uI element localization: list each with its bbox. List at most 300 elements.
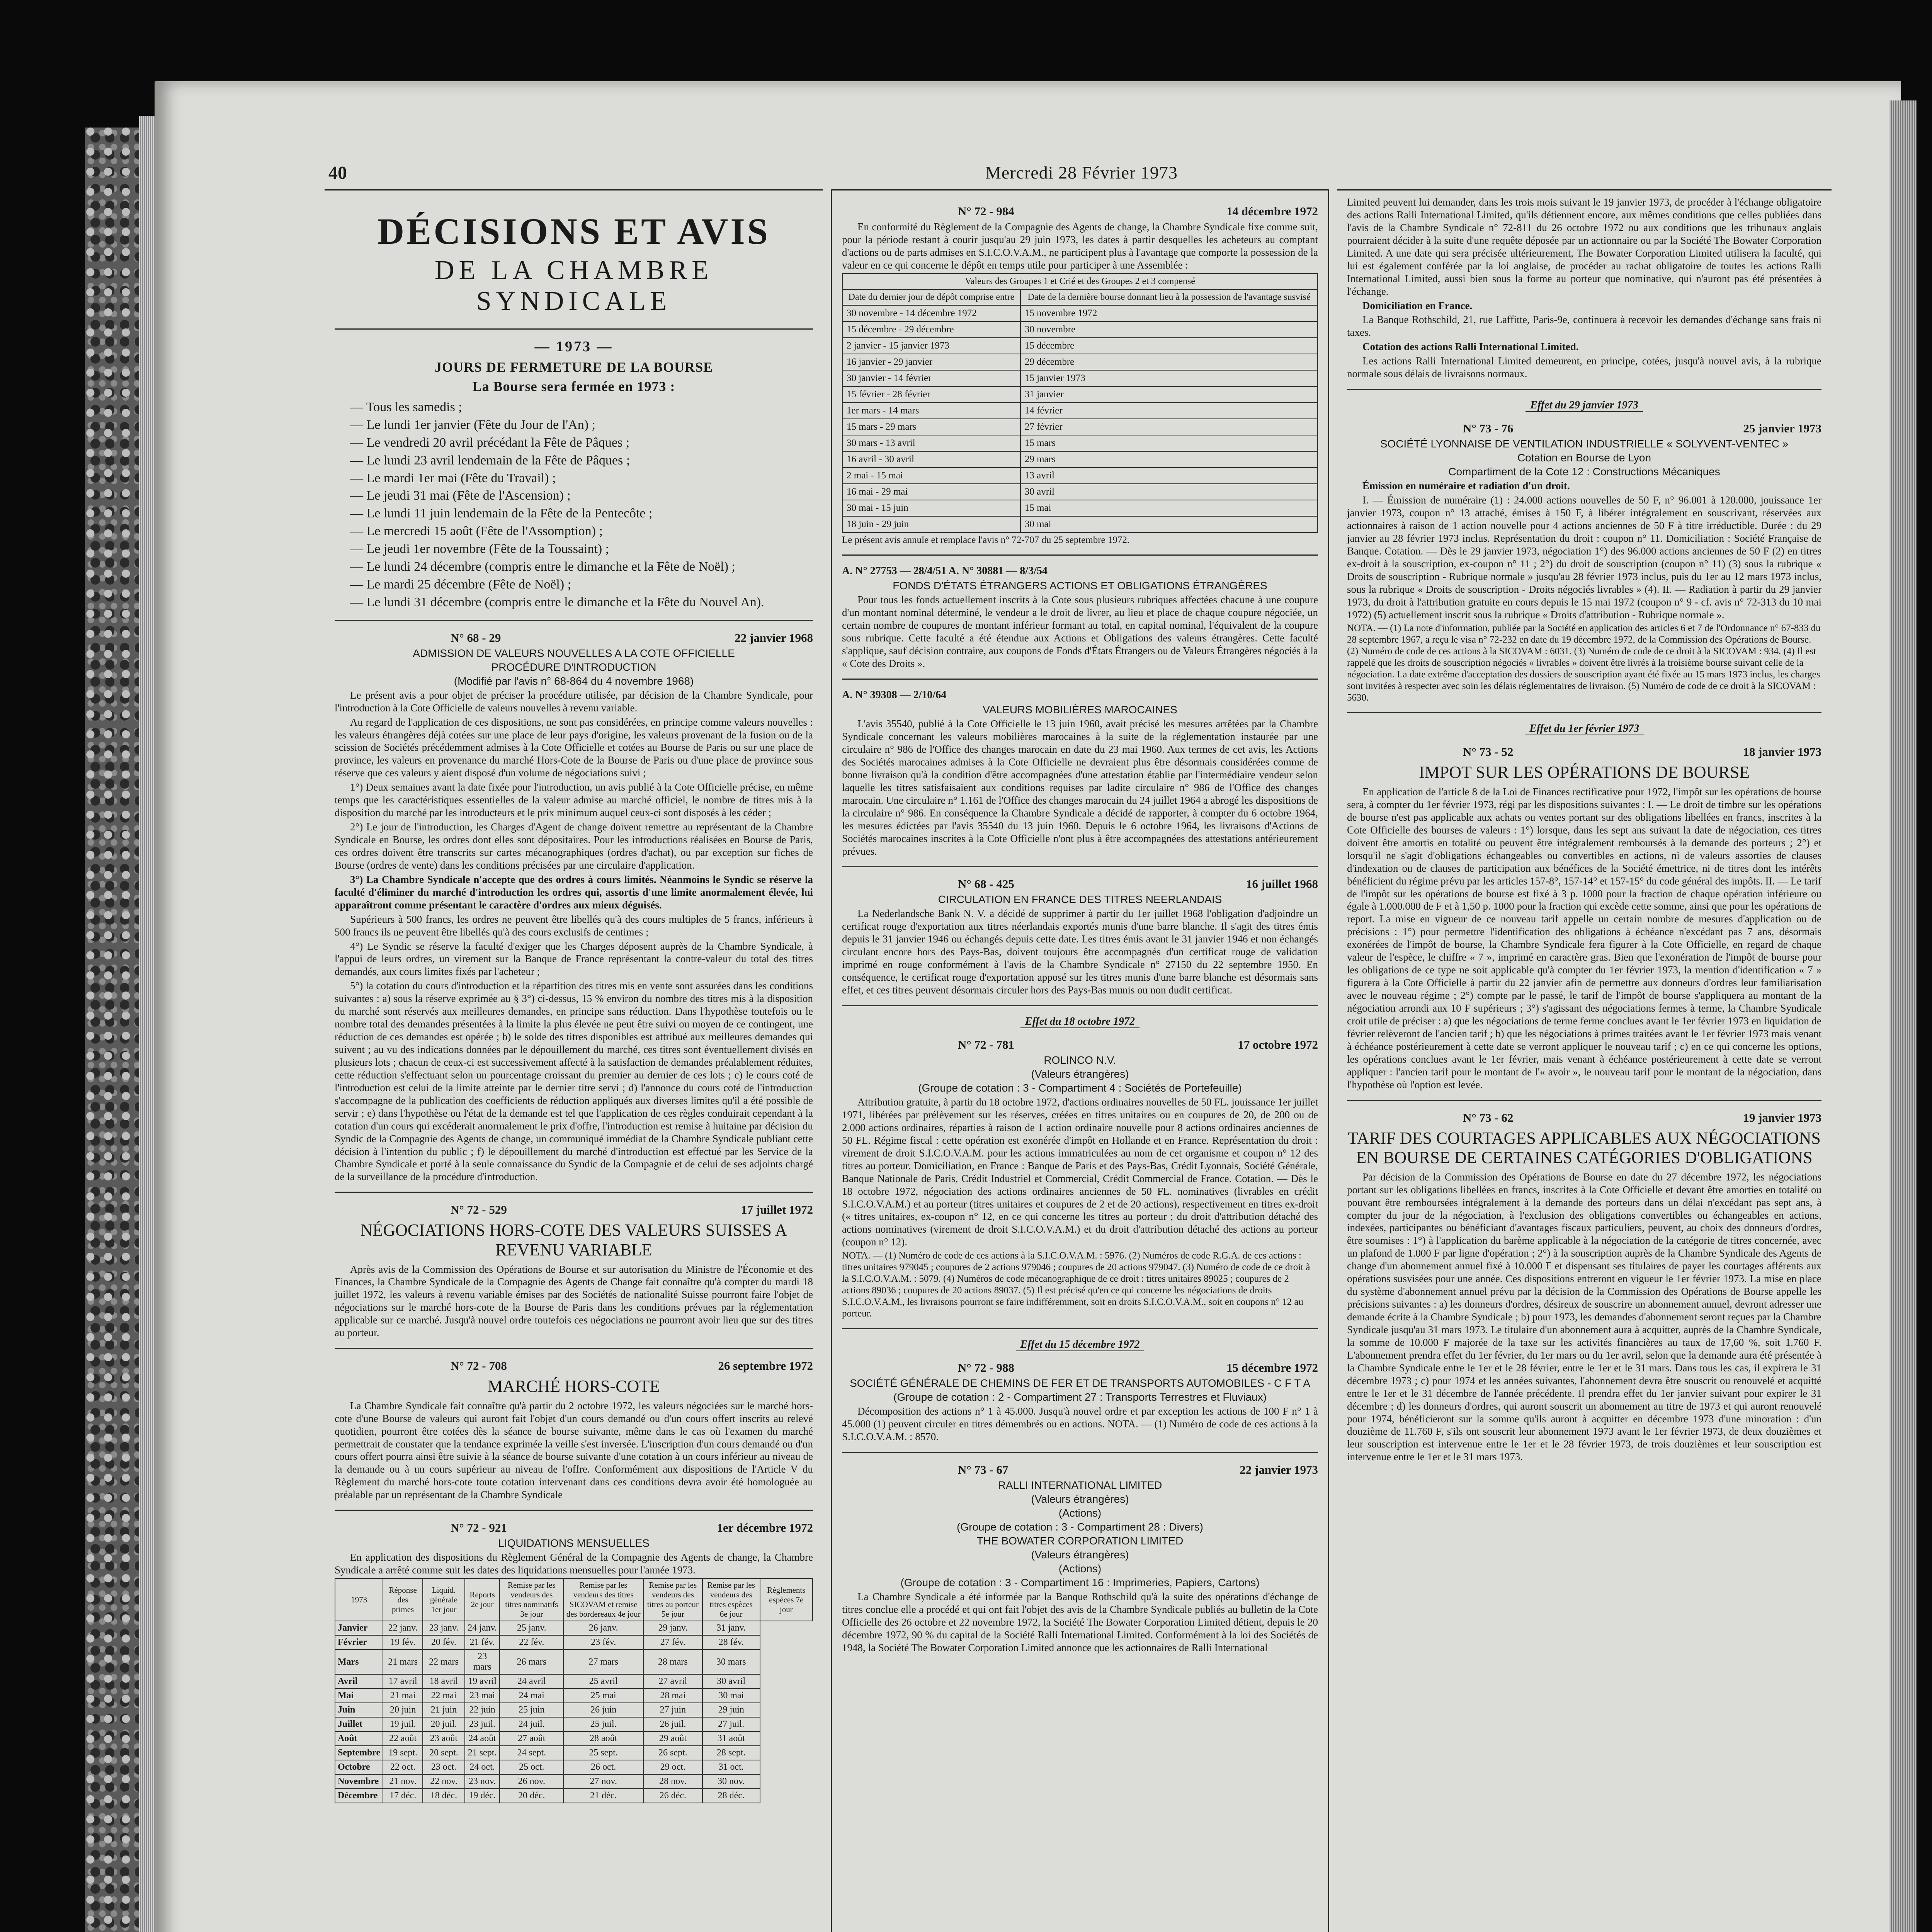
effective-date-text: Effet du 29 janvier 1973 [1526, 399, 1643, 412]
notice-header [842, 1038, 1318, 1052]
notice-number: N° 73 - 76 [1463, 422, 1514, 435]
table-row [335, 1760, 813, 1774]
notice-heading: IMPOT SUR LES OPÉRATIONS DE BOURSE [1418, 763, 1750, 782]
table-cell: 20 juil. [423, 1717, 465, 1731]
table-cell: 16 janvier - 29 janvier [842, 354, 1020, 370]
table-cell: 24 janv. [465, 1621, 500, 1635]
list-item: — Le lundi 24 décembre (compris entre le dimanche et la Fête de Noël) ; [350, 558, 813, 576]
subheading: Cotation des actions Ralli International Limited. [1362, 341, 1579, 353]
paragraph: 1°) Deux semaines avant la date fixée pour l'introduction, un avis publié à la Cote Officielle précise, en même temps que les caractéristiques essentielles de la valeur admise au marché officiel, le nombre de titres mis à la disposition du marché par les introducteurs et le prix minimum auquel ceux-ci sont disposés à les céder ; [335, 781, 813, 819]
liquidation-table [335, 1578, 813, 1803]
divider [842, 679, 1318, 680]
table-cell: 21 sept. [465, 1746, 500, 1760]
table-header: Date de la dernière bourse donnant lieu à la possession de l'avantage susvisé [1020, 289, 1318, 305]
table-header: Remise par les vendeurs des titres espèces 6e jour [702, 1578, 760, 1621]
table-cell: 31 janv. [702, 1621, 760, 1635]
table-cell: 24 oct. [465, 1760, 500, 1774]
table-cell: 15 mars [1020, 435, 1318, 451]
table-cell: 25 juin [500, 1703, 563, 1717]
table-row [842, 468, 1318, 484]
closure-intro: La Bourse sera fermée en 1973 : [472, 379, 675, 394]
paragraph: Après avis de la Commission des Opérations de Bourse et sur autorisation du Ministre de l'Économie et des Finances, la Chambre Syndicale de la Compagnie des Agents de Change fait connaître qu'à compter du mardi 18 juillet 1972, les valeurs à revenu variable émises par des Sociétés de nationalité Suisse pourront faire l'objet de négociations sur le marché hors-cote de la Bourse de Paris dans les conditions prévues par la réglementation applicable sur ce marché. Jusqu'à nouvel ordre toutefois ces négociations ne pourront avoir lieu que sur des titres au porteur. [335, 1263, 813, 1339]
table-cell: 22 fév. [500, 1635, 563, 1650]
column-3 [1337, 189, 1832, 1932]
notice-date: 1er décembre 1972 [717, 1521, 813, 1535]
table-row [842, 500, 1318, 516]
table-header: Réponse des primes [383, 1578, 423, 1621]
table-cell: Juin [335, 1703, 383, 1717]
table-header: Remise par les vendeurs des titres nominatifs 3e jour [500, 1578, 563, 1621]
security-type: (Valeurs étrangères) [1031, 1549, 1129, 1561]
table-cell: 23 août [423, 1731, 465, 1746]
table-header-row [842, 274, 1318, 289]
notice-number: N° 72 - 529 [451, 1203, 507, 1217]
notice-number: N° 72 - 781 [958, 1038, 1014, 1052]
table-cell: Juillet [335, 1717, 383, 1731]
table-cell: 15 mars - 29 mars [842, 419, 1020, 435]
notice-header [335, 1521, 813, 1535]
table-row [335, 1703, 813, 1717]
paragraph: 2°) Le jour de l'introduction, les Charges d'Agent de change doivent remettre au représentant de la Chambre Syndicale en Bourse, les ordres dont elles sont dépositaires. Pour les introductions réalisées en Bourse de Paris, ces ordres doivent être transcrits sur cartes mécanographiques (ordres d'achat), ou par exception sur fiches de Bourse (ordres de vente) dans les conditions précisées par une circulaire d'application. [335, 821, 813, 871]
table-cell: 27 fév. [643, 1635, 702, 1650]
table-header: Reports 2e jour [465, 1578, 500, 1621]
notice-number: N° 72 - 708 [451, 1359, 507, 1373]
list-item: — Le mardi 25 décembre (Fête de Noël) ; [350, 576, 813, 594]
paragraph: La Banque Rothschild, 21, rue Laffitte, Paris-9e, continuera à recevoir les demandes d'échange sans frais ni taxes. [1347, 314, 1821, 338]
notice-references: A. N° 27753 — 28/4/51 A. N° 30881 — 8/3/54 [842, 565, 1048, 577]
table-cell: 23 nov. [465, 1774, 500, 1789]
security-kind: (Actions) [1058, 1563, 1102, 1575]
table-cell: 31 août [702, 1731, 760, 1746]
table-row [842, 338, 1318, 354]
effective-date-label [1347, 399, 1821, 412]
table-header: 1973 [335, 1578, 383, 1621]
quotation-compartment: Compartiment de la Cote 12 : Constructions Mécaniques [1448, 466, 1720, 478]
table-cell: 26 déc. [643, 1789, 702, 1803]
list-item: — Le lundi 23 avril lendemain de la Fête de Pâques ; [350, 452, 813, 469]
table-cell: 25 mai [563, 1689, 643, 1703]
table-cell: 29 juin [702, 1703, 760, 1717]
table-cell: 21 déc. [563, 1789, 643, 1803]
divider [335, 1348, 813, 1349]
table-row [335, 1731, 813, 1746]
table-cell: 30 novembre [1020, 321, 1318, 338]
table-cell: 28 fév. [702, 1635, 760, 1650]
table-cell: 31 oct. [702, 1760, 760, 1774]
notice-date: 17 octobre 1972 [1238, 1038, 1318, 1052]
notice-number: N° 72 - 984 [958, 204, 1014, 218]
quotation-place: Cotation en Bourse de Lyon [1517, 452, 1651, 464]
table-cell: 2 janvier - 15 janvier 1973 [842, 338, 1020, 354]
table-cell: 22 janv. [383, 1621, 423, 1635]
table-cell: 23 oct. [423, 1760, 465, 1774]
notice-heading: MARCHÉ HORS-COTE [487, 1377, 660, 1396]
table-row [842, 321, 1318, 338]
notice-header [842, 877, 1318, 891]
table-header: Remise par les vendeurs des titres SICOVAM et remise des bordereaux 4e jour [563, 1578, 643, 1621]
notice-number: N° 68 - 29 [451, 631, 501, 645]
table-row [335, 1746, 813, 1760]
table-row [335, 1650, 813, 1674]
table-cell: 24 mai [500, 1689, 563, 1703]
year-label: — 1973 — [534, 338, 613, 355]
table-cell: 18 avril [423, 1674, 465, 1689]
table-cell: Septembre [335, 1746, 383, 1760]
table-cell: 30 mai [1020, 516, 1318, 532]
notice-date: 25 janvier 1973 [1743, 422, 1821, 435]
table-cell: 29 août [643, 1731, 702, 1746]
table-cell: 21 juin [423, 1703, 465, 1717]
table-row [842, 305, 1318, 321]
table-cell: 26 janv. [563, 1621, 643, 1635]
paragraph: L'avis 35540, publié à la Cote Officielle le 13 juin 1960, avait précisé les mesures arrêtées par la Chambre Syndicale concernant les valeurs mobilières marocaines à la suite de la réglementation instaurée par une circulaire n° 986 de l'Office des changes marocain en date du 23 mai 1960. Aux termes de cet avis, les Actions des Sociétés marocaines admises à la Cote Officielle ne devraient plus être désormais considérées comme de bonne livraison qu'à la condition d'être accompagnées d'une attestation établie par l'intermédiaire vendeur selon laquelle les titres satisfaisaient aux conditions requises par ladite circulaire n° 986 de l'Office des changes marocain. Une circulaire n° 1.161 de l'Office des changes marocain du 24 juillet 1964 a abrogé les dispositions de la circulaire n° 986. En conséquence la Chambre Syndicale a décidé de rapporter, à compter du 6 octobre 1964, les mesures édictées par l'avis 35540 du 13 juin 1960. Depuis le 6 octobre 1964, les livraisons d'Actions de Sociétés marocaines inscrites à la Cote Officielle n'ont plus à être accompagnées des attestations antérieurement prévues. [842, 718, 1318, 857]
table-cell: 31 janvier [1020, 386, 1318, 403]
subheading: Émission en numéraire et radiation d'un droit. [1362, 480, 1570, 492]
paragraph: Par décision de la Commission des Opérations de Bourse en date du 27 décembre 1972, les négociations portant sur les obligations libellées en francs, inscrites à la Cote Officielle et devant être amorties en totalité ou pouvant être remboursées intégralement à la demande des porteurs dans un délai n'excédant pas sept ans, à compter du jour de la négociation, à l'exclusion des obligations convertibles ou échangeables en actions, indexées, participantes ou bénéficiant d'avantages fiscaux particuliers, peuvent, au choix des donneurs d'ordres, être soumises : 1°) à l'application du barème applicable à la négociation de la catégorie de titres concernée, avec un plafond de 1.000 F par ligne d'opération ; 2°) à la souscription auprès de la Chambre Syndicale des Agents de change d'un abonnement annuel fixé à 10.000 F et dispensant ses titulaires de payer les courtages afférents aux opérations susvisées pour une année. Ces dispositions entreront en vigueur le 1er février 1973. La mise en place du système d'abonnement annuel prévu par la décision de la Commission des Opérations de Bourse appelle les précisions suivantes : a) les donneurs d'ordres, désireux de souscrire un abonnement annuel, devront adresser une demande écrite à la Chambre Syndicale ; b) pour 1973, les demandes d'abonnement seront reçues par la Chambre Syndicale jusqu'au 31 mars 1973. Le titulaire d'un abonnement aura à acquitter, auprès de la Chambre Syndicale, la somme de 10.000 F majorée de la taxe sur les activités financières au taux de 17,60 %, soit 1.760 F. L'abonnement prendra effet du 1er février, du 1er mars ou du 1er avril, selon que la demande aura été présentée à la Chambre Syndicale entre le 1er et le 28 février, entre le 1er et le 31 mars. Dans tous les cas, il expirera le 31 décembre 1973 ; c) pour 1974 et les années suivantes, l'abonnement devra être souscrit ou renouvelé et acquitté entre le 1er et le 31 décembre de l'année précédente. Il prendra effet du 1er janvier suivant pour expirer le 31 décembre ; d) les donneurs d'ordres, qui auront souscrit un abonnement au titre de 1973 et qui auront renouvelé pour 1974, bénéficieront sur la somme qu'ils auront à acquitter en décembre 1973 d'une minoration : d'un douzième de 11.760 F, s'ils ont souscrit leur abonnement 1973 avant le 1er février 1973, de deux douzièmes et leur souscription est intervenue entre le 1er et le 28 février 1973, de trois douzièmes et leur souscription est intervenue entre le 1er et le 31 mars 1973. [1347, 1171, 1821, 1463]
right-page-edge [1889, 100, 1917, 1932]
notice-number: N° 68 - 425 [958, 877, 1014, 891]
table-cell: 19 déc. [465, 1789, 500, 1803]
table-cell: 25 janv. [500, 1621, 563, 1635]
table-cell: 28 nov. [643, 1774, 702, 1789]
notice-number: N° 72 - 988 [958, 1361, 1014, 1375]
table-cell: 23 mai [465, 1689, 500, 1703]
table-row [842, 354, 1318, 370]
divider [335, 328, 813, 330]
table-row [842, 386, 1318, 403]
table-cell: 20 juin [383, 1703, 423, 1717]
notice-date: 16 juillet 1968 [1246, 877, 1318, 891]
table-cell: 30 mars [702, 1650, 760, 1674]
notice-header [335, 631, 813, 645]
notice-date: 14 décembre 1972 [1226, 204, 1318, 218]
table-cell: 27 février [1020, 419, 1318, 435]
notice-date: 17 juillet 1972 [741, 1203, 813, 1217]
paragraph: 5°) la cotation du cours d'introduction et la répartition des titres mis en vente sont assurées dans les conditions suivantes : a) sous la réserve exprimée au § 3°) ci-dessus, 15 % environ du nombre des titres mis à la disposition du marché sont réservés aux meilleures demandes, en principe sans réduction. Dans l'hypothèse toutefois ou le nombre total des demandes présentées à la limite la plus élevée ne peut être suivi ou moyen de ce contingent, une réduction de ces demandes est opérée ; b) le solde des titres disponibles est attribué aux meilleures demandes qui suivent ; au vu des indications données par le dépouillement du marché, ces titres sont éventuellement divisés en plusieurs lots ; chacun de ceux-ci est successivement affecté à la satisfaction de demandes préalablement réduites, cette réduction s'effectuant selon un pourcentage croissant du premier au dernier de ces lots ; c) le cours coté de l'introduction est celui de la limite atteinte par le dernier titre servi ; d) l'annonce du cours coté de l'introduction s'accompagne de la publication des coefficients de réduction appliqués aux diverses limites qu'il a été possible de servir ; e) dans l'hypothèse ou l'état de la demande est tel que l'application de ces règles conduirait cependant à la cotation d'un cours qui excéderait anormalement le prix d'offre, l'introduction est remise à huitaine par décision du Syndic de la Compagnie des Agents de change, un communiqué immédiat de la Chambre Syndicale publiant cette décision à l'intention du public ; f) le dépouillement du marché d'introduction est effectué par les Service de la Chambre Syndicale et porté à la seule connaissance du Syndic de la Compagnie et de celui de ses adjoints chargé de la surveillance de la procédure d'introduction. [335, 980, 813, 1183]
table-caption: Valeurs des Groupes 1 et Crié et des Groupes 2 et 3 compensé [842, 274, 1318, 289]
table-row [842, 419, 1318, 435]
notice-header [842, 204, 1318, 218]
table-cell: 25 sept. [563, 1746, 643, 1760]
effective-date-label [1347, 723, 1821, 735]
table-cell: 26 sept. [643, 1746, 702, 1760]
table-cell: 25 oct. [500, 1760, 563, 1774]
quotation-group: (Groupe de cotation : 3 - Compartiment 28 : Divers) [956, 1521, 1204, 1533]
table-cell: 24 juil. [500, 1717, 563, 1731]
table-cell: Novembre [335, 1774, 383, 1789]
divider [335, 1192, 813, 1193]
table-cell: 21 nov. [383, 1774, 423, 1789]
notice-header [335, 1359, 813, 1373]
effective-date-label [842, 1338, 1318, 1351]
table-cell: 23 fév. [563, 1635, 643, 1650]
table-row [842, 484, 1318, 500]
closure-heading: JOURS DE FERMETURE DE LA BOURSE [434, 359, 713, 375]
table-cell: 23 mars [465, 1650, 500, 1674]
divider [1347, 712, 1821, 713]
list-item: — Le mardi 1er mai (Fête du Travail) ; [350, 469, 813, 487]
table-cell: Février [335, 1635, 383, 1650]
notice-heading: ADMISSION DE VALEURS NOUVELLES A LA COTE OFFICIELLE [413, 647, 735, 659]
table-row [842, 403, 1318, 419]
table-header-row [335, 1578, 813, 1621]
table-cell: 29 mars [1020, 451, 1318, 468]
table-cell: 15 décembre [1020, 338, 1318, 354]
quotation-group: (Groupe de cotation : 3 - Compartiment 4 : Sociétés de Portefeuille) [918, 1082, 1242, 1094]
table-cell: 20 fév. [423, 1635, 465, 1650]
table-cell: 26 oct. [563, 1760, 643, 1774]
table-cell: 20 déc. [500, 1789, 563, 1803]
divider [335, 1510, 813, 1511]
paragraph: 3°) La Chambre Syndicale n'accepte que des ordres à cours limités. Néanmoins le Syndic se réserve la faculté d'éliminer du marché d'introduction les ordres qui, assortis d'une limite anormalement élevée, lui apparaîtront comme présentant le caractère d'ordres aux mieux déguisés. [335, 873, 813, 911]
notice-heading: FONDS D'ÉTATS ÉTRANGERS ACTIONS ET OBLIGATIONS ÉTRANGÈRES [893, 580, 1267, 592]
table-cell: 17 déc. [383, 1789, 423, 1803]
company-name: ROLINCO N.V. [1044, 1054, 1116, 1066]
table-cell: 22 juin [465, 1703, 500, 1717]
table-cell: 19 fév. [383, 1635, 423, 1650]
table-cell: 28 mars [643, 1650, 702, 1674]
liquidation-table-body [335, 1621, 813, 1803]
table-row [335, 1674, 813, 1689]
table-header-row [842, 289, 1318, 305]
notice-date: 19 janvier 1973 [1743, 1111, 1821, 1124]
note: Le présent avis annule et remplace l'avis n° 72-707 du 25 septembre 1972. [842, 534, 1130, 545]
notice-header [335, 1203, 813, 1217]
company-name: SOCIÉTÉ GÉNÉRALE DE CHEMINS DE FER ET DE TRANSPORTS AUTOMOBILES - C F T A [850, 1377, 1310, 1389]
table-cell: 15 janvier 1973 [1020, 370, 1318, 386]
table-cell: 30 nov. [702, 1774, 760, 1789]
table-cell: 26 juil. [643, 1717, 702, 1731]
list-item: — Tous les samedis ; [350, 398, 813, 416]
divider [842, 1005, 1318, 1006]
table-cell: Avril [335, 1674, 383, 1689]
divider [1347, 389, 1821, 390]
table-cell: 15 mai [1020, 500, 1318, 516]
deadline-table-body [842, 305, 1318, 532]
effective-date-text: Effet du 1er février 1973 [1525, 723, 1644, 735]
notice-header [1347, 1111, 1821, 1125]
list-item: — Le jeudi 31 mai (Fête de l'Ascension) ; [350, 487, 813, 505]
paragraph: Attribution gratuite, à partir du 18 octobre 1972, d'actions ordinaires nouvelles de 50 FL. jouissance 1er juillet 1971, libérées par prélèvement sur les réserves, créées en titres unitaires ou en coupures de 20, de 200 ou de 2.000 actions ordinaires, réparties à raison de 1 action ordinaire nouvelle pour 8 actions ordinaires anciennes de 50 FL. Régime fiscal : cette opération est exonérée d'impôt en Hollande et en France. Représentation du droit : virement de droit S.I.C.O.V.A.M. pour les actions immatriculées au nom de cet organisme et coupon n° 12 des titres au porteur. Domiciliation, en France : Banque de Paris et des Pays-Bas, Crédit Lyonnais, Société Générale, Banque Nationale de Paris, Crédit Industriel et Commercial, Crédit Commercial de France. Cotation. — Dès le 18 octobre 1972, négociation des actions ordinaires anciennes de 50 FL. nominatives (livrables en crédit S.I.C.O.V.A.M.) et au porteur (titres unitaires et coupures de 2 et de 20 actions), respectivement en titres ex-droit (« titres unitaires, ex-coupon n° 12, en ce qui concerne les titres au porteur ; du droit d'attribution détaché des actions nominatives (virement de droit S.I.C.O.V.A.M.) et du droit d'attribution détaché des actions au porteur (coupon n° 12). [842, 1096, 1318, 1248]
table-cell: 15 février - 28 février [842, 386, 1020, 403]
list-item: — Le mercredi 15 août (Fête de l'Assomption) ; [350, 522, 813, 540]
table-cell: Décembre [335, 1789, 383, 1803]
table-cell: 22 nov. [423, 1774, 465, 1789]
table-cell: 30 avril [702, 1674, 760, 1689]
table-cell: 27 nov. [563, 1774, 643, 1789]
table-cell: 19 juil. [383, 1717, 423, 1731]
table-header: Règlements espèces 7e jour [760, 1578, 813, 1621]
notice-heading: LIQUIDATIONS MENSUELLES [498, 1537, 650, 1549]
notice-header [1347, 745, 1821, 759]
table-cell: Août [335, 1731, 383, 1746]
table-cell: Janvier [335, 1621, 383, 1635]
marbled-binding [85, 128, 139, 1932]
table-cell: 24 août [465, 1731, 500, 1746]
table-cell: 22 mars [423, 1650, 465, 1674]
table-cell: 30 mai - 15 juin [842, 500, 1020, 516]
list-item: — Le lundi 31 décembre (compris entre le dimanche et la Fête du Nouvel An). [350, 594, 813, 611]
notice-number: N° 73 - 52 [1463, 745, 1514, 759]
table-cell: 19 sept. [383, 1746, 423, 1760]
page-number: 40 [328, 163, 347, 183]
table-cell: 18 déc. [423, 1789, 465, 1803]
company-name: SOCIÉTÉ LYONNAISE DE VENTILATION INDUSTRIELLE « SOLYVENT-VENTEC » [1380, 438, 1789, 450]
table-row [335, 1774, 813, 1789]
paragraph: Le présent avis a pour objet de préciser la procédure utilisée, par décision de la Chambre Syndicale, pour l'introduction à la Cote Officielle de valeurs nouvelles à revenu variable. [335, 689, 813, 714]
table-cell: 27 juin [643, 1703, 702, 1717]
list-item: — Le lundi 1er janvier (Fête du Jour de l'An) ; [350, 416, 813, 434]
table-cell: 29 décembre [1020, 354, 1318, 370]
notice-date: 26 septembre 1972 [718, 1359, 813, 1373]
table-row [842, 370, 1318, 386]
table-cell: 21 fév. [465, 1635, 500, 1650]
divider [842, 866, 1318, 867]
table-cell: 30 mai [702, 1689, 760, 1703]
table-cell: 21 mai [383, 1689, 423, 1703]
notice-header [1347, 422, 1821, 435]
table-cell: Mars [335, 1650, 383, 1674]
notice-heading: CIRCULATION EN FRANCE DES TITRES NEERLANDAIS [938, 893, 1222, 906]
table-row [335, 1621, 813, 1635]
table-cell: 16 mai - 29 mai [842, 484, 1020, 500]
table-cell: 26 nov. [500, 1774, 563, 1789]
paragraph: Décomposition des actions n° 1 à 45.000. Jusqu'à nouvel ordre et par exception les actions de 100 F n° 1 à 45.000 (1) peuvent circuler en titres démembrés ou en actions. NOTA. — (1) Numéro de code de ces actions à la S.I.C.O.V.A.M. : 8570. [842, 1405, 1318, 1443]
notice-header [842, 1463, 1318, 1477]
table-cell: 24 avril [500, 1674, 563, 1689]
table-cell: 30 avril [1020, 484, 1318, 500]
company-name: RALLI INTERNATIONAL LIMITED [998, 1479, 1162, 1492]
notice-date: 18 janvier 1973 [1743, 745, 1821, 759]
notice-heading: TARIF DES COURTAGES APPLICABLES AUX NÉGOCIATIONS EN BOURSE DE CERTAINES CATÉGORIES D'OBLIGATIONS [1348, 1128, 1821, 1167]
table-cell: 23 janv. [423, 1621, 465, 1635]
effective-date-label [842, 1015, 1318, 1028]
table-cell: Mai [335, 1689, 383, 1703]
notice-date: 22 janvier 1968 [735, 631, 813, 645]
table-row [335, 1717, 813, 1731]
table-cell: 30 mars - 13 avril [842, 435, 1020, 451]
table-cell: 22 oct. [383, 1760, 423, 1774]
table-cell: 21 mars [383, 1650, 423, 1674]
issue-date: Mercredi 28 Février 1973 [985, 163, 1178, 182]
table-cell: 25 avril [563, 1674, 643, 1689]
table-cell: 23 juil. [465, 1717, 500, 1731]
subheading: Domiciliation en France. [1362, 299, 1473, 311]
table-cell: 1er mars - 14 mars [842, 403, 1020, 419]
table-row [335, 1789, 813, 1803]
paragraph: Au regard de l'application de ces dispositions, ne sont pas considérées, en principe comme valeurs nouvelles : les valeurs étrangères déjà cotées sur une place de leur pays d'origine, les valeurs provenant de la fusion ou de la scission de Sociétés précédemment admises à la Cote Officielle et cotées au Bourse de Paris ou sur une place de province, les valeurs en provenance du marché Hors-Cote de la Bourse de Paris ou d'une place de province sous réserve que ces valeurs y aient disposé d'un volume de négociations suivi ; [335, 716, 813, 779]
notice-number: N° 73 - 67 [958, 1463, 1009, 1477]
section-subtitle: DE LA CHAMBRE SYNDICALE [435, 255, 713, 316]
columns [325, 189, 1832, 1932]
paragraph: En conformité du Règlement de la Compagnie des Agents de change, la Chambre Syndicale fixe comme suit, pour la période restant à courir jusqu'au 29 juin 1973, les dates à partir desquelles les acheteurs au comptant d'actions ou de parts admises en S.I.C.O.V.A.M., ne participent plus à l'avantage que comporte la possession de la valeur en ce qui concerne le dépôt en temps utile pour participer à une Assemblée : [842, 221, 1318, 271]
table-cell: 28 déc. [702, 1789, 760, 1803]
table-cell: 27 avril [643, 1674, 702, 1689]
notice-heading: NÉGOCIATIONS HORS-COTE DES VALEURS SUISSES A REVENU VARIABLE [360, 1221, 787, 1259]
paragraph: La Chambre Syndicale fait connaître qu'à partir du 2 octobre 1972, les valeurs négociées sur le marché hors-cote d'une Bourse de valeurs qui auront fait l'objet d'un cours demandé ou d'un cours offert inscrits au relevé quotidien, pourront être cotées dès la séance de bourse suivante, même dans le cas où l'examen du marché permettrait de constater que la tendance exprimée la veille s'est inversée. L'inscription d'un cours demandé ou d'un cours offert pourra ainsi être suivie à la séance de bourse suivante d'une cotation à un cours inférieur au niveau de la demande ou à un cours supérieur au niveau de l'offre. Conformément aux dispositions de l'Article V du Règlement du marché hors-cote toute cotation intervenant dans ces conditions devra avoir été homologuée au préalable par un représentant de la Chambre Syndicale [335, 1400, 813, 1501]
table-cell: 18 juin - 29 juin [842, 516, 1020, 532]
paragraph: Limited peuvent lui demander, dans les trois mois suivant le 19 janvier 1973, de procéder à l'échange obligatoire des actions Ralli International Limited, qu'ils détiennent encore, aux mêmes conditions que celles publiées dans l'avis de la Chambre Syndicale n° 72-811 du 26 octobre 1972 ou aux conditions que les tribunaux anglais pourraient décider à la suite d'une requête déposée par un actionnaire ou par la Société The Bowater Corporation Limited. A une date qui sera précisée ultérieurement, The Bowater Corporation Limited utilisera la faculté, qui lui est également conférée par la loi anglaise, de procéder au rachat obligatoire de toutes les actions Ralli International Limited, aussi bien sous la forme au porteur que nominative, qui n'auront pas été présentées à l'échange. [1347, 196, 1821, 297]
table-cell: 30 novembre - 14 décembre 1972 [842, 305, 1020, 321]
table-cell: 29 oct. [643, 1760, 702, 1774]
notice-number: N° 72 - 921 [451, 1521, 507, 1535]
table-cell: Octobre [335, 1760, 383, 1774]
note: NOTA. — (1) La note d'information, publiée par la Société en application des articles 6 et 7 de l'Ordonnance n° 67-833 du 28 septembre 1967, a reçu le visa n° 72-232 en date du 19 décembre 1972, de la Commission des Opérations de Bourse. (2) Numéro de code de ces actions à la SICOVAM : 6031. (3) Numéro de code de ce droit à la SICOVAM : 934. (4) Il est rappelé que les droits de souscription négociés « livrables » doivent être livrés à la troisième bourse suivant celle de la négociation. La date extrême d'acceptation des dossiers de souscription ayant été fixée au 15 mars 1973 inclus, les charges sont invitées à respecter avec soin les délais réglementaires de livraison. (5) Numéro de code de ce droit à la SICOVAM : 5630. [1347, 623, 1821, 703]
table-cell: 28 sept. [702, 1746, 760, 1760]
divider [842, 1452, 1318, 1453]
list-item: — Le lundi 11 juin lendemain de la Fête de la Pentecôte ; [350, 505, 813, 522]
section-title: DÉCISIONS ET AVIS [377, 211, 770, 252]
notice-number: N° 73 - 62 [1463, 1111, 1514, 1124]
notice-references: A. N° 39308 — 2/10/64 [842, 689, 947, 701]
table-cell: 14 février [1020, 403, 1318, 419]
table-cell: 17 avril [383, 1674, 423, 1689]
table-cell: 22 mai [423, 1689, 465, 1703]
column-1 [325, 189, 823, 1932]
paragraph: La Nederlandsche Bank N. V. a décidé de supprimer à partir du 1er juillet 1968 l'obligation d'adjoindre un certificat rouge d'exportation aux titres néerlandais exportés munis d'une barre blanche. Il s'agit des titres émis depuis le 31 janvier 1946 ou échangés depuis cette date. Les titres émis avant le 31 janvier 1946 et non échangés circulant encore hors des Pays-Bas, doivent toujours être accompagnés d'un certificat rouge de validation imprimé en rouge conformément à l'avis de la Chambre Syndicale n° 27150 du 22 septembre 1950. En conséquence, le certificat rouge d'exportation apposé sur les titres munis d'une barre blanche est désormais sans effet, et ces titres peuvent désormais circuler hors des Pays-Bas munis ou non dudit certificat. [842, 908, 1318, 996]
table-header: Date du dernier jour de dépôt comprise entre [842, 289, 1020, 305]
table-row [842, 451, 1318, 468]
security-kind: (Actions) [1058, 1507, 1102, 1519]
paragraph: Supérieurs à 500 francs, les ordres ne peuvent être libellés qu'à des cours multiples de 5 francs, inférieurs à 500 francs ils ne peuvent être libellés qu'à des cours exclusifs de centimes ; [335, 913, 813, 938]
table-cell: 30 janvier - 14 février [842, 370, 1020, 386]
paragraph: La Chambre Syndicale a été informée par la Banque Rothschild qu'à la suite des opérations d'échange de titres conclue elle a procédé et qui ont fait l'objet des avis de la Chambre Syndicale publiés au bulletin de la Cote Officielle des 26 octobre et 22 novembre 1972, la Société The Bowater Corporation Limited détient, depuis le 20 décembre 1972, 90 % du capital de la Société Ralli International Limited. Conformément à la loi des Sociétés de 1948, la Société The Bowater Corporation Limited annonce que les actionnaires de Ralli International [842, 1591, 1318, 1653]
notice-date: 22 janvier 1973 [1240, 1463, 1318, 1477]
table-cell: 19 avril [465, 1674, 500, 1689]
table-cell: 26 mars [500, 1650, 563, 1674]
table-cell: 27 août [500, 1731, 563, 1746]
list-item: — Le jeudi 1er novembre (Fête de la Toussaint) ; [350, 540, 813, 558]
table-row [335, 1689, 813, 1703]
security-type: (Valeurs étrangères) [1031, 1068, 1129, 1080]
table-cell: 13 avril [1020, 468, 1318, 484]
notice-modification: (Modifié par l'avis n° 68-864 du 4 novembre 1968) [454, 675, 694, 687]
divider [335, 620, 813, 621]
notice-subheading: PROCÉDURE D'INTRODUCTION [491, 661, 656, 673]
table-row [335, 1635, 813, 1650]
table-row [842, 516, 1318, 532]
table-header: Liquid. générale 1er jour [423, 1578, 465, 1621]
table-row [842, 435, 1318, 451]
table-cell: 24 sept. [500, 1746, 563, 1760]
table-cell: 27 juil. [702, 1717, 760, 1731]
paragraph: 4°) Le Syndic se réserve la faculté d'exiger que les Charges déposent auprès de la Chambre Syndicale, à l'appui de leurs ordres, un virement sur la Banque de France représentant la contre-valeur du total des titres demandés, aux cours limites fixés par l'acheteur ; [335, 940, 813, 978]
table-cell: 15 décembre - 29 décembre [842, 321, 1020, 338]
divider [1347, 1100, 1821, 1101]
quotation-group: (Groupe de cotation : 2 - Compartiment 27 : Transports Terrestres et Fluviaux) [893, 1391, 1267, 1403]
table-cell: 26 juin [563, 1703, 643, 1717]
table-header: Remise par les vendeurs des titres au porteur 5e jour [643, 1578, 702, 1621]
paragraph: Pour tous les fonds actuellement inscrits à la Cote sous plusieurs rubriques affectées chacune à une coupure d'un montant nominal déterminé, le vendeur a le droit de livrer, au lieu et place de chaque coupure négociée, un certain nombre de coupures de montant inférieur formant au total, en capital nominal, l'équivalent de la coupure sous rubrique. Cette faculté a été étendue aux Actions et Obligations des valeurs étrangères. Cette faculté s'applique, sauf décision contraire, aux coupons de Fonds d'États Étrangers ou de Valeurs Étrangères négociés à la « Cote des Droits ». [842, 594, 1318, 669]
quotation-group: (Groupe de cotation : 3 - Compartiment 16 : Imprimeries, Papiers, Cartons) [900, 1577, 1260, 1589]
security-type: (Valeurs étrangères) [1031, 1493, 1129, 1505]
table-cell: 29 janv. [643, 1621, 702, 1635]
effective-date-text: Effet du 15 décembre 1972 [1016, 1338, 1145, 1351]
divider [842, 554, 1318, 556]
paragraph: En application de l'article 8 de la Loi de Finances rectificative pour 1972, l'impôt sur les opérations de bourse sera, à compter du 1er février 1973, régi par les dispositions suivantes : I. — Le droit de timbre sur les opérations de bourse n'est pas applicable aux achats ou ventes portant sur des obligations libellées en francs, inscrites à la Cote Officielle des bourses de valeurs : 1°) lorsque, dans les sept ans suivant la date de négociation, ces titres doivent être amortis en totalité ou peuvent être intégralement remboursés à la demande des porteurs ; 2°) et lorsqu'il ne s'agit d'obligations échangeables ou convertibles en actions, ni de valeurs assorties de clauses d'indexation ou de clauses de participation aux bénéfices de la Société émettrice, ni de titres dont les intérêts bénéficient du régime prévu par les articles 157-8°, 157-14° et 157-15° du code général des impôts. II. — Le tarif de l'impôt sur les opérations de bourse est fixé à 3 p. 1000 pour la fraction de chaque opération inférieure ou égale à 1.000.000 de F et à 1,50 p. 1000 pour la fraction qui excède cette somme, ainsi que pour les opérations de report. La mise en vigueur de ce nouveau tarif appelle un certain nombre de mesures d'application ou de précisions : 1°) pour permettre l'identification des obligations à échéance n'excédant pas 7 ans, désormais exonérées de l'impôt de bourse, la Chambre Syndicale fera figurer à la Cote Officielle, en regard de chaque valeur de l'espèce, le chiffre « 7 », imprimé en caractère gras. Bien que l'exonération de l'impôt de bourse pour les obligations de ce type ne soit applicable qu'à compter du 1er février 1973, la mention d'identification « 7 » figurera à la Cote Officielle à partir du 22 janvier afin de permettre aux donneurs d'ordres leur familiarisation avec le nouveau régime ; 2°) compte par le passé, le tarif de l'impôt de bourse s'appliquera au montant de la négociation arrondi aux 10 F supérieurs ; 3°) s'agissant des négociations fermes à terme, la Chambre Syndicale croit utile de préciser : a) que les négociations de terme ferme conclues avant le 1er février 1973 en liquidation de février relèveront de l'ancien tarif ; b) que les négociations à primes traitées avant le 1er février 1973 mais venant à échéance postérieurement à cette date se verront appliquer le nouveau tarif ; c) en ce qui concerne les options, les opérations conclues avant le 1er février, mais venant à échéance postérieurement à cette date se verront appliquer : l'ancien tarif pour le montant de l'« avoir », le nouveau tarif pour le montant de la négociation, dans l'hypothèse où l'option est levée. [1347, 786, 1821, 1090]
note: NOTA. — (1) Numéro de code de ces actions à la S.I.C.O.V.A.M. : 5976. (2) Numéros de code R.G.A. de ces actions : titres unitaires 979045 ; coupures de 2 actions 979046 ; coupures de 20 actions 979047. (3) Numéro de code de ce droit à la S.I.C.O.V.A.M. : 5079. (4) Numéros de code mécanographique de ce droit : titres unitaires 89025 ; coupures de 2 actions 89036 ; coupures de 20 actions 89037. (5) Il est précisé qu'en ce qui concerne les négociations de droits S.I.C.O.V.A.M., les livraisons pourront se faire indifféremment, soit en droits S.I.C.O.V.A.M., soit en coupons n° 12 au porteur. [842, 1250, 1310, 1319]
table-cell: 28 août [563, 1731, 643, 1746]
table-cell: 22 août [383, 1731, 423, 1746]
paragraph: En application des dispositions du Règlement Général de la Compagnie des Agents de change, la Chambre Syndicale a arrêté comme suit les dates des liquidations mensuelles pour l'année 1973. [335, 1551, 813, 1576]
closure-list [335, 398, 813, 611]
company-name: THE BOWATER CORPORATION LIMITED [976, 1535, 1184, 1547]
table-cell: 28 mai [643, 1689, 702, 1703]
notice-heading: VALEURS MOBILIÈRES MAROCAINES [983, 704, 1177, 716]
column-2 [831, 189, 1329, 1932]
effective-date-text: Effet du 18 octobre 1972 [1020, 1015, 1139, 1028]
paragraph: Les actions Ralli International Limited demeurent, en principe, cotées, jusqu'à nouvel avis, à la rubrique normale sous délais de livraisons normaux. [1347, 355, 1821, 380]
